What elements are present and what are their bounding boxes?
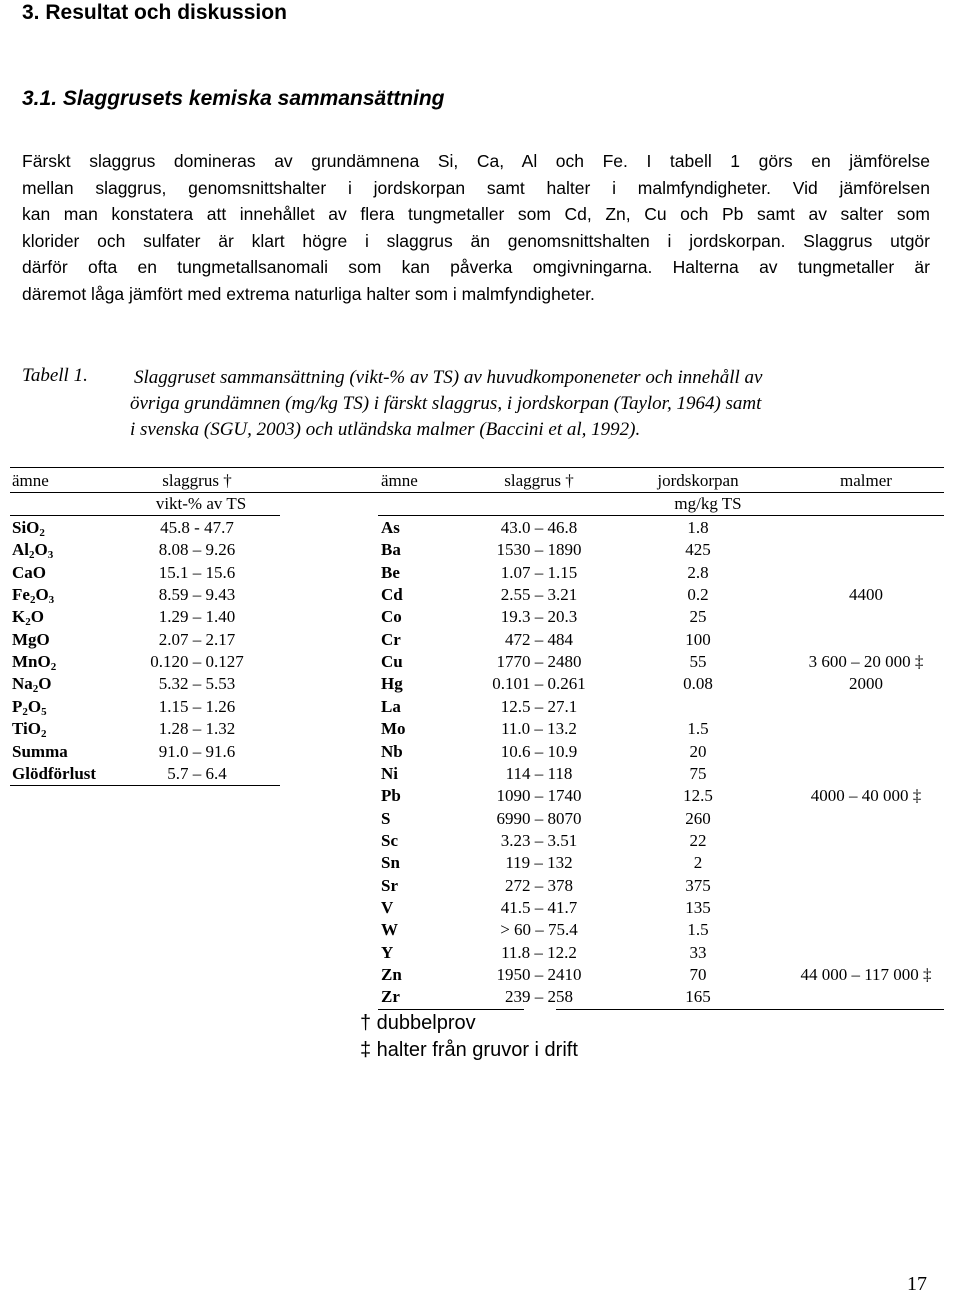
compound-formula (12, 517, 45, 539)
element-symbol: Co (381, 607, 402, 627)
caption-line: i svenska (SGU, 2003) och utländska malmer (Baccini et al, 1992). (130, 419, 641, 440)
element-slaggrus-value: 11.8 – 12.2 (501, 942, 577, 962)
element-slaggrus-value: 19.3 – 20.3 (500, 607, 578, 627)
element-symbol: Y (381, 942, 394, 962)
header-slaggrus-right: slaggrus † (504, 471, 574, 490)
compound-formula (12, 673, 52, 695)
formula-subscript: 2 (22, 705, 28, 718)
paragraph-line: kan man konstatera att innehållet av flera tungmetaller som Cd, Zn, Cu och Pb samt av salter som (22, 204, 930, 225)
element-slaggrus-value: 2.55 – 3.21 (500, 585, 578, 605)
element-slaggrus-value: 272 – 378 (505, 875, 573, 895)
element-symbol: V (381, 897, 394, 917)
element-slaggrus-value: 1090 – 1740 (496, 786, 582, 806)
element-jordskorpan-value: 55 (689, 652, 707, 672)
right-bottom-rule (378, 1009, 524, 1010)
element-malmer-value: 3 600 – 20 000 ‡ (808, 652, 924, 672)
compound-formula (12, 539, 53, 561)
compound-value: 8.08 – 9.26 (158, 540, 236, 560)
element-slaggrus-value: 3.23 – 3.51 (500, 830, 578, 850)
right-unit-rule (378, 515, 944, 516)
formula-subscript: 2 (39, 527, 45, 539)
paragraph-line: klorider och sulfater är klart högre i slaggrus än genomsnittshalten i jordskorpan. Slaggrus utgör (22, 230, 930, 251)
formula-text: Glödförlust (12, 763, 97, 783)
formula-text: Na (12, 674, 33, 694)
table-caption (130, 365, 925, 443)
formula-subscript: 2 (29, 549, 35, 562)
element-malmer-value: 2000 (849, 674, 883, 694)
element-symbol: Ni (381, 763, 398, 783)
formula-subscript: 2 (32, 683, 39, 696)
element-symbol: Cu (381, 652, 403, 672)
header-rule (10, 492, 944, 493)
compound-value: 45.8 - 47.7 (160, 518, 234, 537)
header-slaggrus-left: slaggrus † (162, 471, 232, 490)
paragraph-line: mellan slaggrus, genomsnittshalter i jordskorpan samt halter i malmfyndigheter. Vid jämförelsen (22, 177, 930, 198)
element-symbol: Zr (381, 987, 400, 1007)
element-jordskorpan-value: 0.2 (687, 585, 709, 605)
body-paragraph (22, 148, 930, 308)
compound-formula (12, 562, 46, 584)
element-jordskorpan-value: 260 (685, 808, 711, 828)
element-symbol: Sr (381, 875, 398, 895)
element-symbol: Mo (381, 719, 406, 739)
element-symbol: Zn (381, 965, 402, 984)
footnote-double-dagger: ‡ halter från gruvor i drift (360, 1039, 578, 1061)
formula-text: K (12, 607, 26, 627)
element-slaggrus-value: 6990 – 8070 (496, 808, 582, 828)
caption-line: Slaggruset sammansättning (vikt-% av TS) av huvudkomponeneter och innehåll av (134, 367, 763, 388)
element-jordskorpan-value: 165 (685, 987, 711, 1007)
compound-formula (12, 696, 47, 718)
formula-subscript: 2 (40, 728, 47, 741)
paragraph-line: däremot låga jämfört med extrema naturliga halter som i malmfyndigheter. (22, 283, 595, 304)
compound-value: 8.59 – 9.43 (158, 585, 236, 605)
subsection-heading: 3.1. Slaggrusets kemiska sammansättning (22, 87, 445, 110)
element-slaggrus-value: 472 – 484 (505, 629, 573, 649)
element-jordskorpan-value: 0.08 (683, 674, 713, 694)
section-heading: 3. Resultat och diskussion (22, 1, 287, 24)
formula-text: SiO (12, 518, 40, 537)
formula-text: MgO (12, 629, 50, 649)
footnote-dagger: † dubbelprov (360, 1012, 476, 1034)
formula-subscript: 3 (47, 549, 54, 562)
element-symbol: S (381, 808, 391, 828)
compound-value: 15.1 – 15.6 (158, 562, 236, 582)
element-slaggrus-value: 12.5 – 27.1 (500, 696, 578, 716)
table-top-rule (10, 467, 944, 468)
page-number: 17 (907, 1273, 927, 1295)
compound-formula (12, 718, 46, 740)
element-malmer-value: 44 000 – 117 000 ‡ (800, 965, 932, 984)
element-malmer-value: 4400 (849, 585, 883, 605)
element-symbol: Sc (381, 830, 398, 850)
element-jordskorpan-value: 12.5 (683, 786, 713, 806)
compound-value: 2.07 – 2.17 (158, 629, 236, 649)
element-slaggrus-value: 1770 – 2480 (496, 652, 582, 672)
formula-subscript: 2 (25, 616, 31, 629)
element-slaggrus-value: 119 – 132 (505, 853, 573, 873)
header-amne-right: ämne (381, 471, 418, 490)
right-bottom-rule (556, 1009, 944, 1010)
caption-line: övriga grundämnen (mg/kg TS) i färskt slaggrus, i jordskorpan (Taylor, 1964) samt (130, 393, 762, 414)
compound-value: 91.0 – 91.6 (158, 741, 236, 761)
element-symbol: Cd (381, 585, 403, 605)
element-slaggrus-value: 114 – 118 (505, 763, 573, 783)
element-slaggrus-value: 1950 – 2410 (496, 965, 582, 984)
element-jordskorpan-value: 20 (689, 741, 707, 761)
element-slaggrus-value: 10.6 – 10.9 (500, 741, 578, 761)
compound-value: 1.15 – 1.26 (158, 696, 236, 716)
element-jordskorpan-value: 33 (689, 942, 707, 962)
element-symbol: As (381, 518, 400, 537)
formula-subscript: 5 (41, 705, 47, 718)
element-symbol: Cr (381, 629, 401, 649)
element-slaggrus-value: 11.0 – 13.2 (501, 719, 577, 739)
element-jordskorpan-value: 1.5 (687, 920, 709, 940)
element-symbol: Hg (381, 674, 403, 694)
element-slaggrus-value: 1.07 – 1.15 (500, 562, 578, 582)
formula-text: O (35, 585, 49, 605)
paragraph-line: Färskt slaggrus domineras av grundämnena Si, Ca, Al och Fe. I tabell 1 görs en jämförelse (22, 151, 930, 171)
formula-subscript: 3 (48, 594, 55, 607)
paragraph-line: därför ofta en tungmetallsanomali som kan påverka omgivningarna. Halterna av tungmetaller är (22, 257, 930, 278)
formula-text: O (30, 607, 44, 627)
formula-text: O (27, 696, 42, 716)
table-caption-label: Tabell 1. (22, 365, 88, 386)
element-symbol: Be (381, 562, 400, 582)
element-jordskorpan-value: 375 (685, 875, 711, 895)
element-symbol: W (381, 920, 398, 940)
element-slaggrus-value: > 60 – 75.4 (500, 920, 578, 940)
element-symbol: Nb (381, 741, 403, 761)
compound-formula (12, 651, 56, 673)
element-jordskorpan-value: 2.8 (687, 562, 709, 582)
compound-formula (12, 606, 44, 628)
formula-text: Al (12, 540, 29, 560)
compound-formula (12, 741, 68, 763)
formula-text: Summa (12, 741, 68, 761)
header-jordskorpan: jordskorpan (657, 471, 739, 490)
formula-text: CaO (12, 562, 46, 582)
element-slaggrus-value: 41.5 – 41.7 (500, 897, 578, 917)
element-symbol: Ba (381, 540, 401, 560)
compound-value: 5.7 – 6.4 (167, 763, 227, 783)
header-amne-left: ämne (12, 471, 49, 490)
formula-text: P (12, 696, 23, 716)
element-jordskorpan-value: 75 (689, 763, 707, 783)
compound-formula (12, 763, 96, 785)
unit-right: mg/kg TS (674, 494, 742, 513)
formula-text: Fe (12, 585, 30, 605)
element-symbol: Sn (381, 853, 400, 873)
compound-value: 1.29 – 1.40 (158, 607, 236, 627)
compound-value: 0.120 – 0.127 (150, 652, 244, 672)
element-malmer-value: 4000 – 40 000 ‡ (810, 786, 922, 806)
compound-value: 5.32 – 5.53 (158, 674, 236, 694)
element-slaggrus-value: 239 – 258 (505, 987, 573, 1007)
element-slaggrus-value: 0.101 – 0.261 (492, 674, 586, 694)
compound-formula (12, 629, 50, 651)
formula-text: TiO (12, 719, 41, 739)
formula-subscript: 2 (29, 594, 36, 607)
element-jordskorpan-value: 70 (689, 965, 707, 984)
element-slaggrus-value: 43.0 – 46.8 (500, 518, 578, 537)
element-jordskorpan-value: 425 (685, 540, 711, 560)
element-jordskorpan-value: 100 (685, 629, 711, 649)
element-jordskorpan-value: 135 (685, 897, 711, 917)
unit-left: vikt-% av TS (155, 494, 247, 513)
compound-formula (12, 584, 54, 606)
element-jordskorpan-value: 1.5 (687, 719, 709, 739)
formula-text: O (38, 674, 52, 694)
element-slaggrus-value: 1530 – 1890 (496, 540, 582, 560)
element-jordskorpan-value: 1.8 (687, 518, 709, 537)
formula-text: MnO (12, 652, 51, 672)
element-jordskorpan-value: 25 (689, 607, 707, 627)
header-malmer: malmer (840, 471, 892, 490)
element-jordskorpan-value: 22 (689, 830, 707, 850)
left-bottom-rule (10, 785, 280, 786)
compound-value: 1.28 – 1.32 (158, 719, 236, 739)
element-symbol: La (381, 696, 401, 716)
element-symbol: Pb (381, 786, 401, 806)
element-jordskorpan-value: 2 (693, 853, 703, 873)
formula-text: O (34, 540, 48, 560)
formula-subscript: 2 (50, 661, 57, 674)
left-unit-rule (10, 515, 280, 516)
